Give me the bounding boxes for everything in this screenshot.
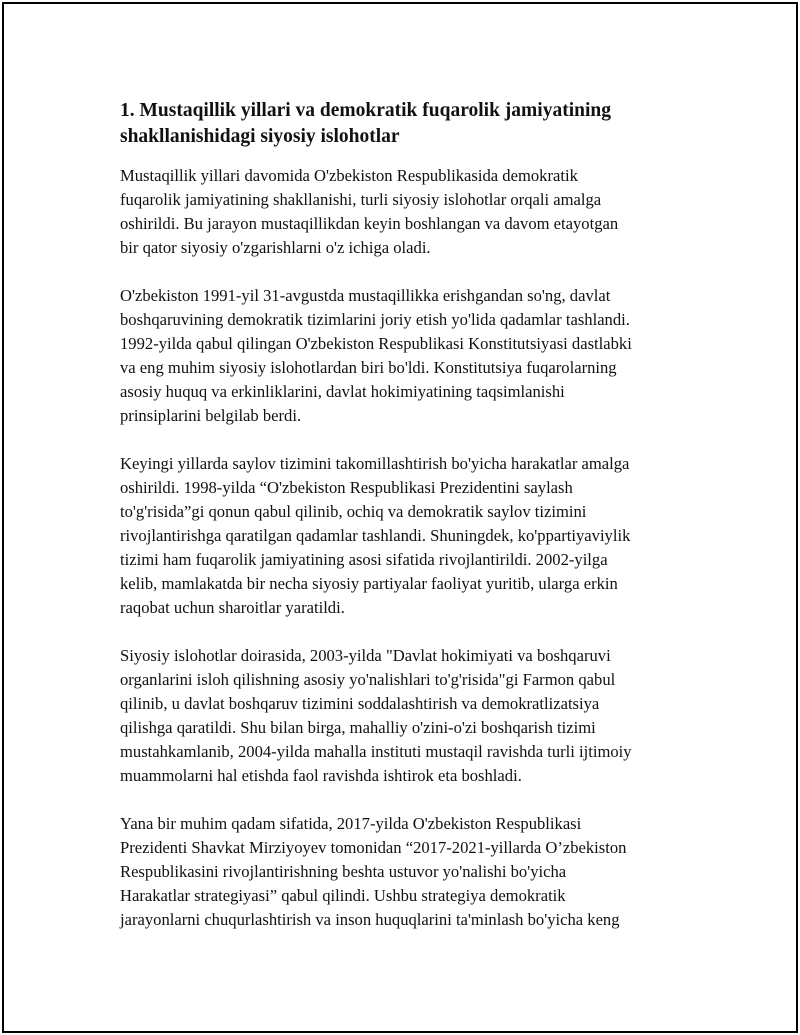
paragraph-5: Yana bir muhim qadam sifatida, 2017-yilda O'zbekiston Respublikasi Prezidenti Shavkat Mirziyoyev tomonidan “2017-2021-yillarda O’zbekiston Respublikasini rivojlantirishning beshta ustuvor yo'nalishi bo'yicha Harakatlar strategiyasi” qabul qilindi. Ushbu strategiya demokratik jarayonlarni chuqurlashtirish va inson huquqlarini ta'minlash bo'yicha keng [120,814,627,929]
paragraph-3: Keyingi yillarda saylov tizimini takomillashtirish bo'yicha harakatlar amalga oshirildi. 1998-yilda “O'zbekiston Respublikasi Prezidentini saylash to'g'risida”gi qonun qabul qilinib, ochiq va demokratik saylov tizimini rivojlantirishga qaratilgan qadamlar tashlandi. Shuningdek, ko'ppartiyaviylik tizimi ham fuqarolik jamiyatining asosi sifatida rivojlantirildi. 2002-yilga kelib, mamlakatda bir necha siyosiy partiyalar faoliyat yuritib, ularga erkin raqobat uchun sharoitlar yaratildi. [120,454,631,617]
section-heading: 1. Mustaqillik yillari va demokratik fuqarolik jamiyatining shakllanishidagi siyosiy islohotlar [120,100,611,147]
document-body [120,98,680,956]
paragraph-1: Mustaqillik yillari davomida O'zbekiston Respublikasida demokratik fuqarolik jamiyatining shakllanishi, turli siyosiy islohotlar orqali amalga oshirildi. Bu jarayon mustaqillikdan keyin boshlangan va davom etayotgan bir qator siyosiy o'zgarishlarni o'z ichiga oladi. [120,166,619,257]
page-frame [2,2,798,1033]
paragraph-4: Siyosiy islohotlar doirasida, 2003-yilda "Davlat hokimiyati va boshqaruvi organlarini isloh qilishning asosiy yo'nalishlari to'g'risida"gi Farmon qabul qilinib, u davlat boshqaruv tizimini soddalashtirish va demokratlizatsiya qilishga qaratildi. Shu bilan birga, mahalliy o'zini-o'zi boshqarish tizimi mustahkamlanib, 2004-yilda mahalla instituti mustaqil ravishda turli ijtimoiy muammolarni hal etishda faol ravishda ishtirok eta boshladi. [120,646,632,785]
paragraph-2: O'zbekiston 1991-yil 31-avgustda mustaqillikka erishgandan so'ng, davlat boshqaruvining demokratik tizimlarini joriy etish yo'lida qadamlar tashlandi. 1992-yilda qabul qilingan O'zbekiston Respublikasi Konstitutsiyasi dastlabki va eng muhim siyosiy islohotlardan biri bo'ldi. Konstitutsiya fuqarolarning asosiy huquq va erkinliklarini, davlat hokimiyatining taqsimlanishi prinsiplarini belgilab berdi. [120,286,632,425]
